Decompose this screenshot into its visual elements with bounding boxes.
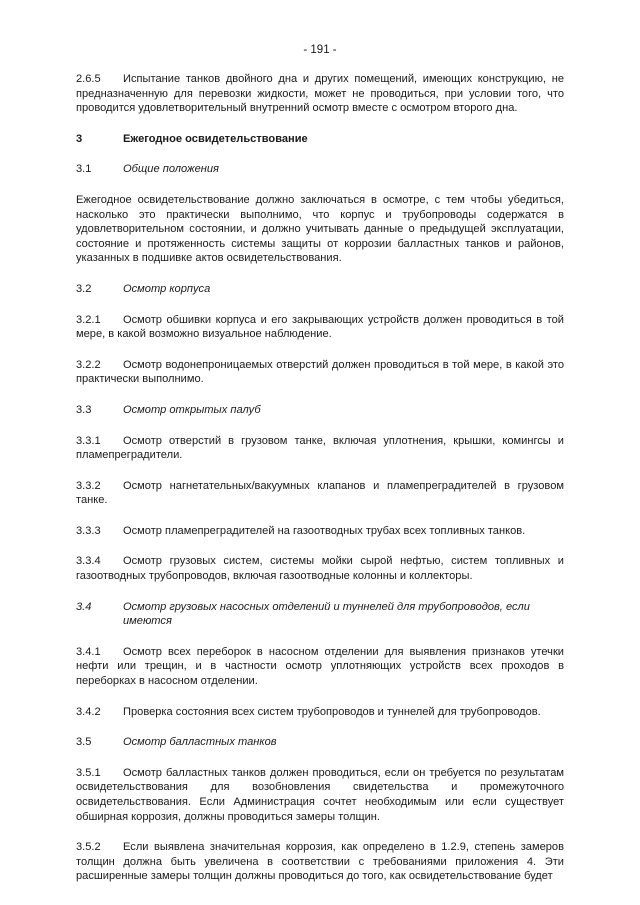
paragraph-text: Осмотр грузовых систем, системы мойки сырой нефтью, систем топливных и газоотводных трубопроводов, включая газоотводные колонны и коллекторы. [76,555,564,583]
paragraph-3-5-1 [76,766,564,824]
subsection-heading-3-2 [76,282,564,297]
page-number: - 191 - [303,44,337,56]
heading-title: Общие положения [123,163,219,176]
heading-title: Осмотр корпуса [123,282,211,295]
paragraph-text: Осмотр отверстий в грузовом танке, включая уплотнения, крышки, комингсы и пламепреградители. [76,434,564,462]
subsection-heading-3-1 [76,162,564,177]
heading-title: Осмотр грузовых насосных отделений и туннелей для трубопроводов, если имеются [123,600,530,628]
paragraph-3-3-4 [76,554,564,583]
subsection-heading-3-5 [76,735,564,750]
paragraph-3-4-1 [76,645,564,689]
paragraph-text: Испытание танков двойного дна и других помещений, имеющих конструкцию, не предназначенную для перевозки жидкости, может не проводиться, при условии того, что проводится удовлетворительный внутренний осмотр вместе с осмотром второго дна. [76,73,564,115]
heading-number: 3.5 [76,736,92,749]
paragraph-text: Осмотр нагнетательных/вакуумных клапанов и пламепреградителей в грузовом танке. [76,479,564,507]
paragraph-number: 3.5.2 [76,841,101,854]
heading-number: 3 [76,132,83,145]
paragraph-3-3-3 [76,524,564,539]
heading-title: Осмотр балластных танков [123,736,277,749]
paragraph-text: Осмотр балластных танков должен проводиться, если он требуется по результатам освидетельствования для возобновления свидетельства и промежуточного освидетельствования. Если Администрация сочтет необходимым или если существует обширная коррозия, должны проводиться замеры толщин. [76,766,564,823]
paragraph-2-6-5 [76,72,564,116]
heading-title: Ежегодное освидетельствование [123,132,308,145]
heading-number: 3.1 [76,163,92,176]
paragraph-3-3-2 [76,479,564,508]
paragraph-number: 2.6.5 [76,73,101,85]
paragraph-number: 3.2.2 [76,358,101,371]
paragraph-number: 3.5.1 [76,766,101,779]
section-heading-3 [76,132,564,147]
paragraph-number: 3.2.1 [76,313,101,326]
paragraph-number: 3.3.1 [76,434,101,447]
paragraph [76,193,564,266]
paragraph-number: 3.4.1 [76,645,101,658]
paragraph-text: Осмотр обшивки корпуса и его закрывающих устройств должен проводиться в той мере, в какой возможно визуальное наблюдение. [76,313,564,341]
paragraph-text: Если выявлена значительная коррозия, как определено в 1.2.9, степень замеров толщин должна быть увеличена в соответствии с требованиями приложения 4. Эти расширенные замеры толщин должны проводиться до того, как освидетельствование будет [76,841,564,883]
paragraph-number: 3.3.3 [76,524,101,537]
paragraph-3-2-1 [76,313,564,342]
paragraph-3-3-1 [76,434,564,463]
paragraph-text: Осмотр водонепроницаемых отверстий должен проводиться в той мере, в какой это практически выполнимо. [76,358,564,386]
document-body [76,72,564,900]
paragraph-text: Ежегодное освидетельствование должно заключаться в осмотре, с тем чтобы убедиться, насколько это практически выполнимо, что корпус и трубопроводы содержатся в удовлетворительном состоянии, и должно учитывать данные о предыдущей эксплуатации, состояние и протяженность системы защиты от коррозии балластных танков и районов, указанных в подшивке актов освидетельствования. [76,193,564,265]
paragraph-number: 3.4.2 [76,705,101,718]
paragraph-3-5-2 [76,840,564,884]
paragraph-3-2-2 [76,358,564,387]
heading-number: 3.3 [76,403,92,416]
heading-number: 3.4 [76,600,92,613]
paragraph-number: 3.3.2 [76,479,101,492]
paragraph-number: 3.3.4 [76,555,101,568]
heading-title: Осмотр открытых палуб [123,403,261,416]
heading-number: 3.2 [76,282,92,295]
paragraph-text: Проверка состояния всех систем трубопроводов и туннелей для трубопроводов. [123,705,541,718]
paragraph-text: Осмотр пламепреградителей на газоотводных трубах всех топливных танков. [123,524,526,537]
paragraph-3-4-2 [76,705,564,720]
subsection-heading-3-4 [76,600,564,629]
paragraph-text: Осмотр всех переборок в насосном отделении для выявления признаков утечки нефти или трещин, и в частности осмотр уплотняющих устройств всех проходов в переборках в насосном отделении. [76,645,564,688]
subsection-heading-3-3 [76,403,564,418]
